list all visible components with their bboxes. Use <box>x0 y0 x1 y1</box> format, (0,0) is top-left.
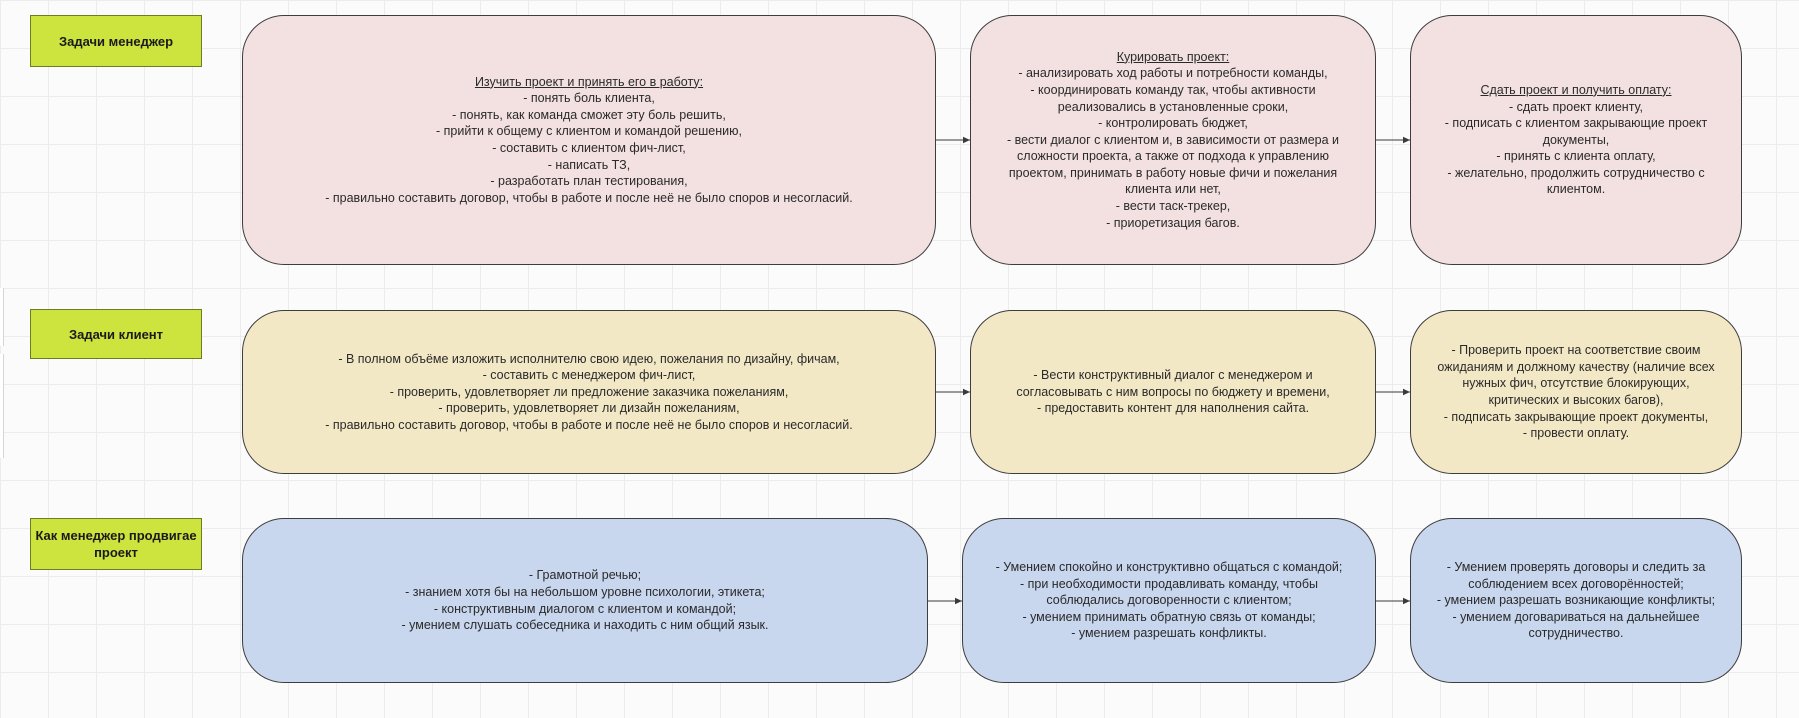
card-speech-skills[interactable] <box>242 518 928 683</box>
card-supervise-project[interactable] <box>970 15 1376 265</box>
card-line: проектом, принимать в работу новые фичи и пожелания <box>1008 165 1338 180</box>
card-line: - Грамотной речью; <box>528 568 642 583</box>
card-line: соблюдением всех договорённостей; <box>1468 576 1684 591</box>
card-line: - контролировать бюджет, <box>1098 116 1248 131</box>
card-line: - Умением проверять договоры и следить за <box>1446 560 1706 575</box>
card-line: - провести оплату. <box>1522 426 1630 441</box>
card-line: - правильно составить договор, чтобы в работе и после неё не было споров и несогласий. <box>325 190 853 205</box>
card-line: клиентом. <box>1546 182 1606 197</box>
card-line: - вести таск-трекер, <box>1115 199 1231 214</box>
card-line: сложности проекта, а также от подхода к управлению <box>1017 149 1329 164</box>
card-line: - составить с клиентом фич-лист, <box>492 141 686 155</box>
card-line: - понять, как команда сможет эту боль решить, <box>452 107 726 122</box>
card-line: клиента или нет, <box>1125 182 1221 197</box>
card-line: - приоретизация багов. <box>1106 215 1240 230</box>
card-line: - подписать с клиентом закрывающие проект <box>1444 116 1708 131</box>
canvas-edge-handle <box>0 288 4 346</box>
card-line: соблюдались договоренности с клиентом; <box>1046 593 1292 608</box>
card-line: - предоставить контент для наполнения сайта. <box>1036 401 1310 416</box>
row-label-manager-promotes[interactable] <box>30 518 202 570</box>
card-deliver-project[interactable] <box>1410 15 1742 265</box>
card-heading: Изучить проект и принять его в работу: <box>474 74 704 89</box>
card-client-acceptance[interactable] <box>1410 310 1742 474</box>
card-line: - прийти к общему с клиентом и командой решению, <box>436 124 742 139</box>
card-heading: Курировать проект: <box>1116 49 1230 64</box>
card-line: - проверить, удовлетворяет ли дизайн пожеланиям, <box>438 401 740 416</box>
card-line: - при необходимости продавливать команду, чтобы <box>1019 576 1318 591</box>
row-label-text: Как менеджер продвигае <box>35 528 197 543</box>
card-line: реализовались в установленные сроки, <box>1057 99 1289 114</box>
card-line: - вести диалог с клиентом и, в зависимости от размера и <box>1006 132 1340 147</box>
card-line: - Вести конструктивный диалог с менеджером и <box>1033 368 1313 383</box>
card-line: - умением разрешать конфликты. <box>1071 626 1267 641</box>
card-line: нужных фич, отсутствие блокирующих, <box>1462 376 1690 391</box>
card-line: - В полном объёме изложить исполнителю свою идею, пожелания по дизайну, фичам, <box>338 351 840 366</box>
card-line: - Проверить проект на соответствие своим <box>1451 343 1701 358</box>
card-line: - желательно, продолжить сотрудничество с <box>1447 165 1705 180</box>
card-line: - конструктивным диалогом с клиентом и командой; <box>433 601 737 616</box>
card-line: - написать ТЗ, <box>547 157 631 172</box>
card-study-project[interactable] <box>242 15 936 265</box>
card-line: - умением слушать собеседника и находить с ним общий язык. <box>401 618 769 633</box>
card-line: - составить с менеджером фич-лист, <box>482 368 696 383</box>
row-label-text: проект <box>94 545 138 560</box>
card-line: сотрудничество. <box>1528 626 1624 641</box>
card-line: документы, <box>1542 132 1610 147</box>
card-line: - проверить, удовлетворяет ли предложение заказчика пожеланиям, <box>389 384 789 399</box>
card-client-idea[interactable] <box>242 310 936 474</box>
card-line: согласовывать с ним вопросы по бюджету и времени, <box>1016 384 1330 399</box>
card-client-dialog[interactable] <box>970 310 1376 474</box>
card-line: критических и высоких багов), <box>1488 393 1664 407</box>
card-line: - принять с клиента оплату, <box>1496 149 1656 164</box>
canvas-edge-handle <box>0 354 4 458</box>
row-label-text: Задачи менеджер <box>58 33 174 49</box>
card-line: - подписать закрывающие проект документы, <box>1443 409 1709 424</box>
card-line: - правильно составить договор, чтобы в работе и после неё не было споров и несогласий. <box>325 417 853 432</box>
card-line: - координировать команду так, чтобы активности <box>1030 82 1316 97</box>
card-line: - сдать проект клиенту, <box>1508 99 1644 114</box>
card-line: - умением принимать обратную связь от команды; <box>1022 609 1316 624</box>
card-line: ожиданиям и должному качеству (наличие всех <box>1437 359 1715 374</box>
card-line: - умением разрешать возникающие конфликты; <box>1436 593 1716 608</box>
card-line: - знанием хотя бы на небольшом уровне психологии, этикета; <box>405 584 765 599</box>
card-line: - понять боль клиента, <box>523 91 655 106</box>
row-label-manager-tasks[interactable] <box>30 15 202 67</box>
card-line: - умением договариваться на дальнейшее <box>1452 609 1700 624</box>
card-line: - разработать план тестирования, <box>490 174 688 189</box>
card-line: - Умением спокойно и конструктивно общаться с командой; <box>995 560 1343 575</box>
row-label-client-tasks[interactable] <box>30 309 202 359</box>
card-team-communication[interactable] <box>962 518 1376 683</box>
card-contract-control[interactable] <box>1410 518 1742 683</box>
card-line: - анализировать ход работы и потребности команды, <box>1018 66 1328 81</box>
card-heading: Сдать проект и получить оплату: <box>1480 82 1672 97</box>
row-label-text: Задачи клиент <box>68 326 164 342</box>
